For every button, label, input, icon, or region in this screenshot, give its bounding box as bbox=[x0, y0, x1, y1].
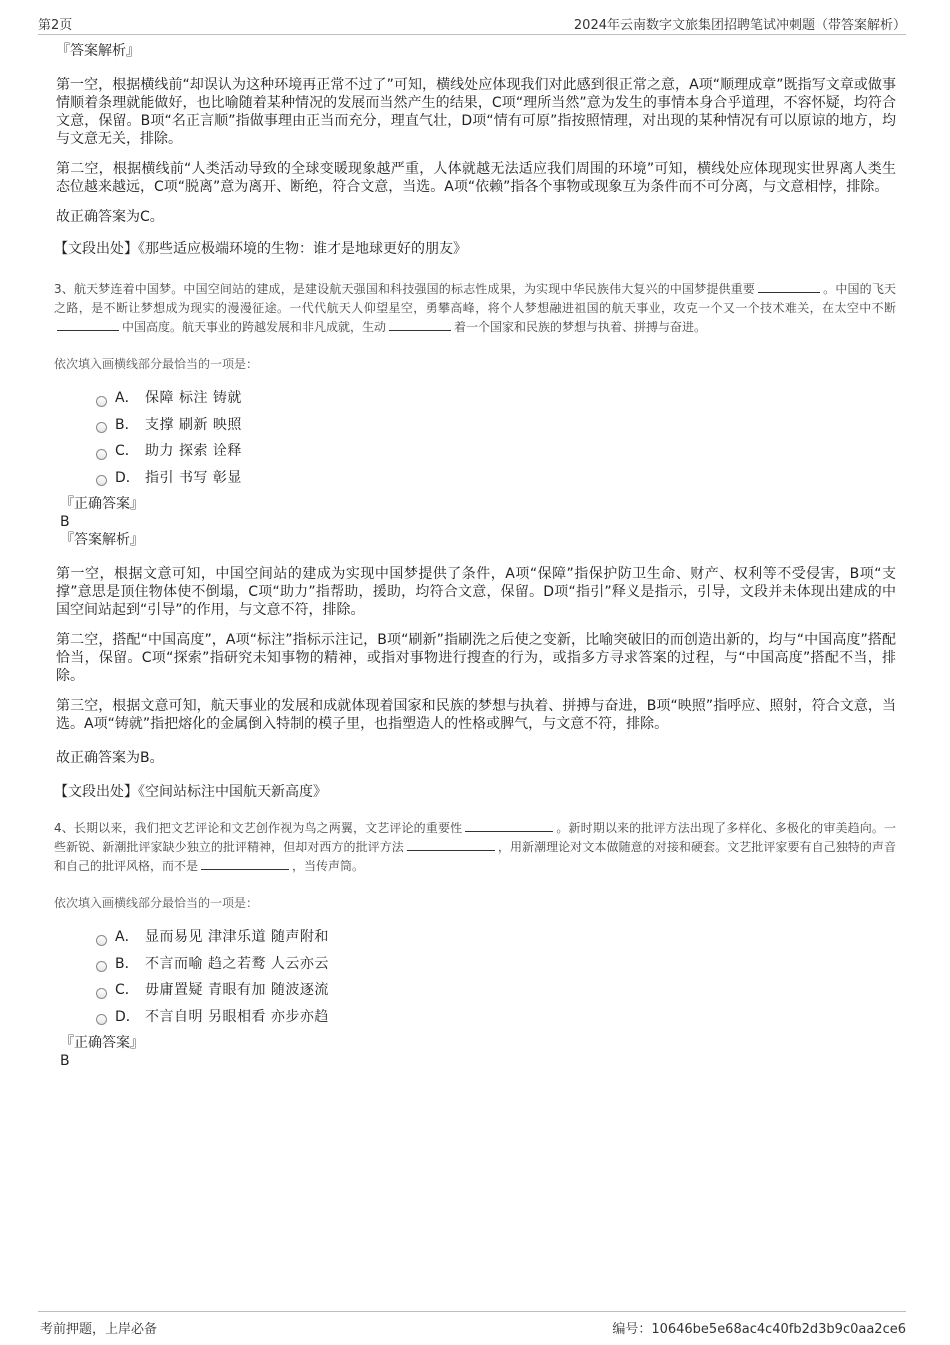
question-prompt: 依次填入画横线部分最恰当的一项是： bbox=[54, 357, 259, 371]
radio-icon[interactable] bbox=[96, 988, 107, 999]
correct-answer-heading: 『正确答案』 bbox=[60, 496, 144, 512]
analysis-heading: 『答案解析』 bbox=[56, 43, 140, 59]
option-d[interactable]: D． 指引 书写 彰显 bbox=[96, 465, 896, 492]
fill-blank bbox=[465, 819, 553, 832]
document-code: 编号：10646be5e68ac4c40fb2d3b9c0aa2ce6 bbox=[612, 1322, 906, 1337]
radio-icon[interactable] bbox=[96, 396, 107, 407]
source-citation: 【文段出处】《那些适应极端环境的生物：谁才是地球更好的朋友》 bbox=[54, 241, 467, 257]
option-d[interactable]: D． 不言自明 另眼相看 亦步亦趋 bbox=[96, 1004, 896, 1031]
analysis-paragraph: 第三空，根据文意可知，航天事业的发展和成就体现着国家和民族的梦想与执着、拼搏与奋进，B项“映照”指呼应、照射，符合文意，当选。A项“铸就”指把熔化的金属倒入特制的模子里，也指塑造人的性格或脾气，与文意不符，排除。 bbox=[56, 698, 896, 732]
analysis-paragraph: 第二空，搭配“中国高度”，A项“标注”指标示注记，B项“刷新”指刷洗之后使之变新，比喻突破旧的而创造出新的，均与“中国高度”搭配恰当，保留。C项“探索”指研究未知事物的精神，或指对事物进行搜查的行为，或指多方寻求答案的过程，与“中国高度”搭配不当，排除。 bbox=[56, 632, 896, 684]
analysis-conclusion: 故正确答案为C。 bbox=[56, 209, 164, 225]
correct-answer-value: B bbox=[60, 514, 70, 530]
option-a[interactable]: A． 显而易见 津津乐道 随声附和 bbox=[96, 924, 896, 951]
option-c[interactable]: C． 助力 探索 诠释 bbox=[96, 438, 896, 465]
fill-blank bbox=[758, 280, 820, 293]
radio-icon[interactable] bbox=[96, 935, 107, 946]
options-list bbox=[96, 385, 896, 491]
fill-blank bbox=[57, 318, 119, 331]
correct-answer-heading: 『正确答案』 bbox=[60, 1035, 144, 1051]
question-stem: 4、长期以来，我们把文艺评论和文艺创作视为鸟之两翼，文艺评论的重要性 。新时期以来的批评方法出现了多样化、多极化的审美趋向。一些新锐、新潮批评家缺少独立的批评精神，但却对西方的批评方法 ，用新潮理论对文本做随意的对接和硬套。文艺批评家要有自己独特的声音和自己的批评风格，而不是 ，当传声筒。 bbox=[54, 821, 896, 873]
option-b[interactable]: B． 不言而喻 趋之若鹜 人云亦云 bbox=[96, 951, 896, 978]
option-b[interactable]: B． 支撑 刷新 映照 bbox=[96, 412, 896, 439]
question-prompt: 依次填入画横线部分最恰当的一项是： bbox=[54, 896, 259, 910]
analysis-paragraph: 第一空，根据横线前“却误认为这种环境再正常不过了”可知，横线处应体现我们对此感到很正常之意，A项“顺理成章”既指写文章或做事情顺着条理就能做好，也比喻随着某种情况的发展而当然产生的结果，C项“理所当然”意为发生的事情本身合乎道理，不容怀疑，均符合文意，保留。B项“名正言顺”指做事理由正当而充分，理直气壮，D项“情有可原”指按照情理，对出现的某种情况有可以原谅的地方，均与文意无关，排除。 bbox=[56, 77, 896, 147]
fill-blank bbox=[201, 857, 289, 870]
fill-blank bbox=[389, 318, 451, 331]
correct-answer-value: B bbox=[60, 1053, 70, 1069]
page-header bbox=[38, 14, 906, 35]
radio-icon[interactable] bbox=[96, 1014, 107, 1025]
radio-icon[interactable] bbox=[96, 961, 107, 972]
option-a[interactable]: A． 保障 标注 铸就 bbox=[96, 385, 896, 412]
analysis-heading: 『答案解析』 bbox=[60, 532, 144, 548]
fill-blank bbox=[407, 838, 495, 851]
analysis-paragraph: 第二空，根据横线前“人类活动导致的全球变暖现象越严重，人体就越无法适应我们周围的环境”可知，横线处应体现现实世界离人类生态位越来越远，C项“脱离”意为离开、断绝，符合文意，当选。A项“依赖”指各个事物或现象互为条件而不可分离，与文意相悖，排除。 bbox=[56, 161, 896, 195]
page-footer bbox=[38, 1311, 906, 1337]
page-number-label: 第2页 bbox=[38, 18, 73, 33]
radio-icon[interactable] bbox=[96, 422, 107, 433]
question-stem: 3、航天梦连着中国梦。中国空间站的建成，是建设航天强国和科技强国的标志性成果，为实现中华民族伟大复兴的中国梦提供重要 。中国的飞天之路，是不断让梦想成为现实的漫漫征途。一代代航天人仰望星空，勇攀高峰，将个人梦想融进祖国的航天事业，攻克一个又一个技术难关，在太空中不断中国高度。航天事业的跨越发展和非凡成就，生动 着一个国家和民族的梦想与执着、拼搏与奋进。 bbox=[54, 282, 896, 334]
radio-icon[interactable] bbox=[96, 475, 107, 486]
radio-icon[interactable] bbox=[96, 449, 107, 460]
options-list bbox=[96, 924, 896, 1030]
footer-slogan: 考前押题，上岸必备 bbox=[40, 1322, 158, 1337]
analysis-conclusion: 故正确答案为B。 bbox=[56, 750, 164, 766]
document-title: 2024年云南数字文旅集团招聘笔试冲刺题（带答案解析） bbox=[573, 18, 906, 33]
main-content bbox=[56, 42, 896, 1070]
analysis-paragraph: 第一空，根据文意可知，中国空间站的建成为实现中国梦提供了条件，A项“保障”指保护防卫生命、财产、权利等不受侵害，B项“支撑”意思是顶住物体使不倒塌，C项“助力”指帮助，援助，均符合文意，保留。D项“指引”释义是指示，引导，文段并未体现出建成的中国空间站起到“引导”的作用，与文意不符，排除。 bbox=[56, 566, 896, 618]
option-c[interactable]: C． 毋庸置疑 青眼有加 随波逐流 bbox=[96, 977, 896, 1004]
source-citation: 【文段出处】《空间站标注中国航天新高度》 bbox=[54, 784, 327, 800]
